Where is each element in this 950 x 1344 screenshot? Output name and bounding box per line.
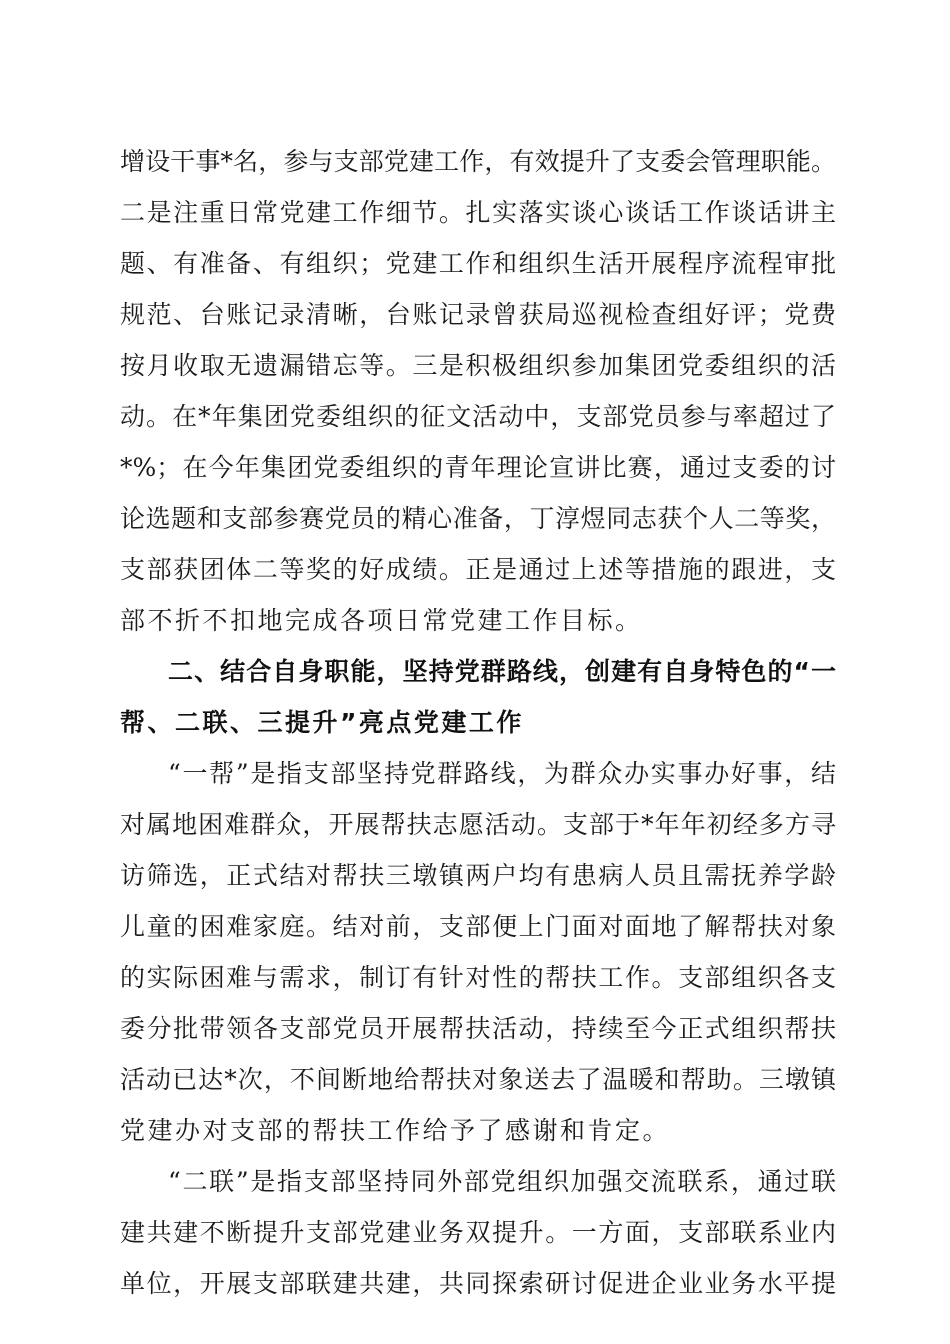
body-text-line: 支部获团体二等奖的好成绩。正是通过上述等措施的跟进，支 <box>120 555 836 584</box>
body-text-line: 的实际困难与需求，制订有针对性的帮扶工作。支部组织各支 <box>120 963 836 992</box>
body-text-line: 访筛选，正式结对帮扶三墩镇两户均有患病人员且需抚养学龄 <box>120 861 836 890</box>
body-text-line: 建共建不断提升支部党建业务双提升。一方面，支部联系业内 <box>120 1218 836 1247</box>
body-text-line: *%；在今年集团党委组织的青年理论宣讲比赛，通过支委的讨 <box>120 453 836 482</box>
body-text-line: 部不折不扣地完成各项日常党建工作目标。 <box>120 606 643 635</box>
section-heading: 帮、二联、三提升”亮点党建工作 <box>120 708 524 737</box>
body-text-line: 党建办对支部的帮扶工作给予了感谢和肯定。 <box>120 1116 671 1145</box>
body-text-line: 儿童的困难家庭。结对前，支部便上门面对面地了解帮扶对象 <box>120 912 836 941</box>
body-text-line: 动。在*年集团党委组织的征文活动中，支部党员参与率超过了 <box>120 402 836 431</box>
body-text-line: 题、有准备、有组织；党建工作和组织生活开展程序流程审批 <box>120 249 836 278</box>
section-heading: 二、结合自身职能，坚持党群路线，创建有自身特色的“一 <box>168 657 836 686</box>
body-text-line: 增设干事*名，参与支部党建工作，有效提升了支委会管理职能。 <box>120 147 836 176</box>
body-text-line: “一帮”是指支部坚持党群路线，为群众办实事办好事，结 <box>168 759 836 788</box>
body-text-line: 委分批带领各支部党员开展帮扶活动，持续至今正式组织帮扶 <box>120 1014 836 1043</box>
body-text-line: 二是注重日常党建工作细节。扎实落实谈心谈话工作谈话讲主 <box>120 198 836 227</box>
body-text-line: 论选题和支部参赛党员的精心准备，丁淳煜同志获个人二等奖， <box>120 504 836 533</box>
body-text-line: 规范、台账记录清晰，台账记录曾获局巡视检查组好评；党费 <box>120 300 836 329</box>
body-text-line: “二联”是指支部坚持同外部党组织加强交流联系，通过联 <box>168 1167 836 1196</box>
body-text-line: 活动已达*次，不间断地给帮扶对象送去了温暖和帮助。三墩镇 <box>120 1065 836 1094</box>
body-text-line: 对属地困难群众，开展帮扶志愿活动。支部于*年年初经多方寻 <box>120 810 836 839</box>
body-text-line: 按月收取无遗漏错忘等。三是积极组织参加集团党委组织的活 <box>120 351 836 380</box>
body-text-line: 单位，开展支部联建共建，共同探索研讨促进企业业务水平提 <box>120 1269 836 1298</box>
